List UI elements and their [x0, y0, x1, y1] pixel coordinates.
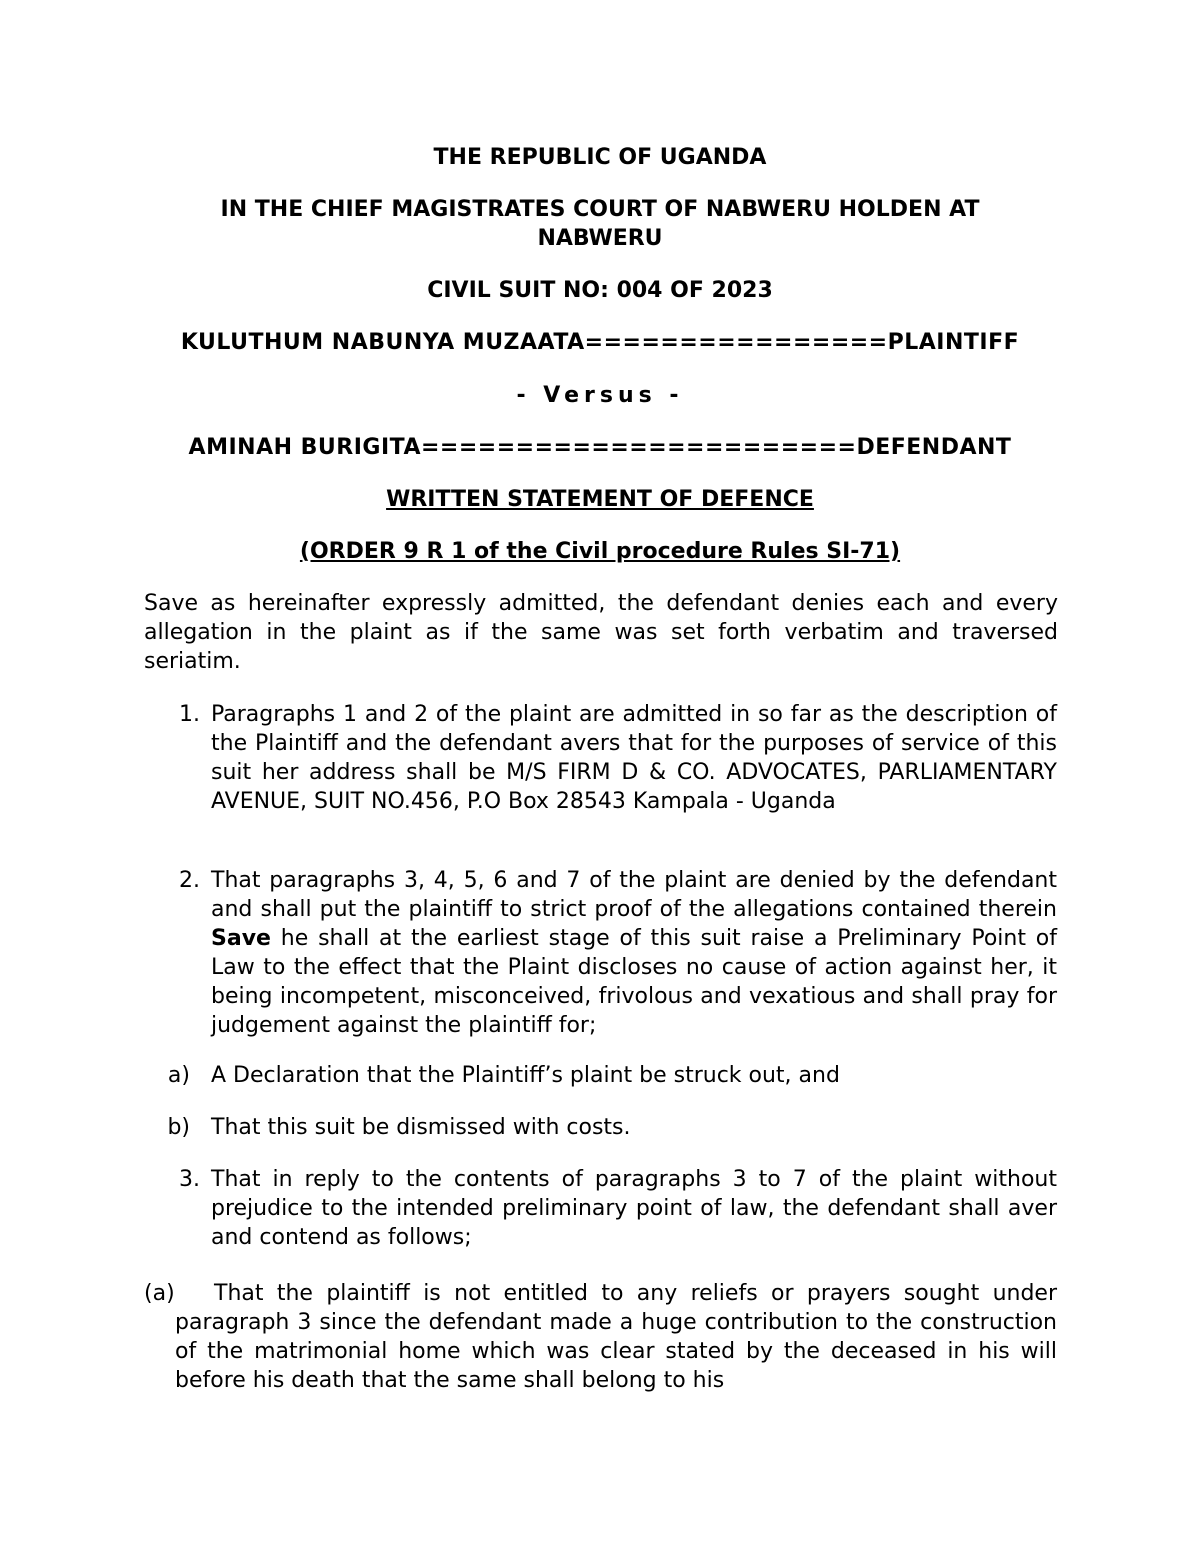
document-title: WRITTEN STATEMENT OF DEFENCE: [386, 487, 814, 512]
item-2-text-after: he shall at the earliest stage of this suit raise a Preliminary Point of Law to the effect that the Plaint discloses no cause of action against her, it being incompetent, misconceived, frivolous and vexatious and shall pray for judgement against the plaintiff for;: [211, 926, 1057, 1038]
court-heading-line2: NABWERU: [537, 226, 663, 251]
suit-number: CIVIL SUIT NO: 004 OF 2023: [427, 278, 773, 303]
order-reference: (ORDER 9 R 1 of the Civil procedure Rules SI-71): [299, 539, 901, 564]
item-1-number: 1.: [179, 702, 200, 727]
item-3-number: 3.: [179, 1167, 200, 1192]
versus-line: - Versus -: [516, 383, 684, 408]
prayer-b-text: That this suit be dismissed with costs.: [211, 1115, 631, 1140]
defendant-line: AMINAH BURIGITA=======================DEFENDANT: [188, 435, 1012, 460]
item-2-number: 2.: [179, 868, 200, 893]
sub-item-a-label: (a): [144, 1281, 175, 1306]
prayer-a-text: A Declaration that the Plaintiff’s plaint be struck out, and: [211, 1063, 840, 1088]
prayer-b-label: b): [167, 1115, 190, 1140]
court-heading-line1: IN THE CHIEF MAGISTRATES COURT OF NABWERU HOLDEN AT: [220, 197, 980, 222]
prayer-a-label: a): [167, 1063, 190, 1088]
item-2-bold-save: Save: [211, 926, 271, 951]
intro-paragraph: Save as hereinafter expressly admitted, the defendant denies each and every allegation in the plaint as if the same was set forth verbatim and traversed seriatim.: [144, 591, 1058, 674]
plaintiff-line: KULUTHUM NABUNYA MUZAATA================PLAINTIFF: [180, 330, 1020, 355]
item-2-text: [211, 866, 1057, 1040]
item-3-text: That in reply to the contents of paragraphs 3 to 7 of the plaint without prejudice to the intended preliminary point of law, the defendant shall aver and contend as follows;: [211, 1167, 1057, 1250]
item-1-text: Paragraphs 1 and 2 of the plaint are admitted in so far as the description of the Plaintiff and the defendant avers that for the purposes of service of this suit her address shall be M/S FIRM D & CO. ADVOCATES, PARLIAMENTARY AVENUE, SUIT NO.456, P.O Box 28543 Kampala - Uganda: [211, 702, 1057, 814]
sub-item-a-text: That the plaintiff is not entitled to any reliefs or prayers sought under paragraph 3 since the defendant made a huge contribution to the construction of the matrimonial home which was clear stated by the deceased in his will before his death that the same shall belong to his: [175, 1281, 1057, 1393]
sub-item-a: [144, 1279, 1057, 1395]
item-2-text-before: That paragraphs 3, 4, 5, 6 and 7 of the plaint are denied by the defendant and shall put the plaintiff to strict proof of the allegations contained therein: [211, 868, 1057, 922]
republic-heading: THE REPUBLIC OF UGANDA: [433, 145, 767, 170]
